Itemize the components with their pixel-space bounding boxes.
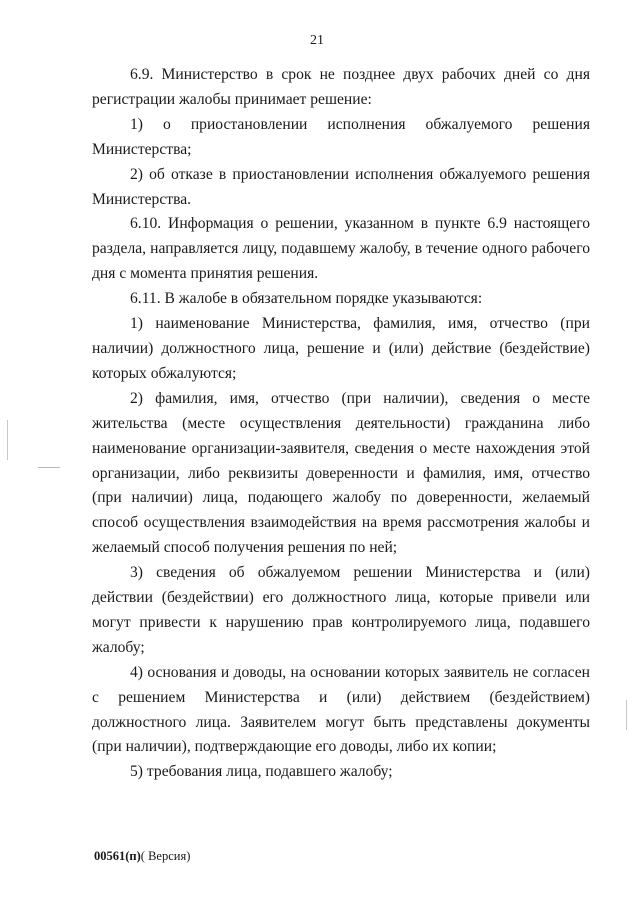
paragraph-6-11-item-4: 4) основания и доводы, на основании которых заявитель не согласен с решением Министерства и (или) действием (бездействием) должностного лица. Заявителем могут быть представлены документы (при наличии), подтверждающие его доводы, либо их копии; [92, 663, 590, 756]
paragraph-6-10: 6.10. Информация о решении, указанном в пункте 6.9 настоящего раздела, направляется лицу, подавшему жалобу, в течение одного рабочего дня с момента принятия решения. [92, 215, 590, 283]
document-version: ( Версия) [140, 849, 191, 863]
paragraph-6-11-item-2: 2) фамилия, имя, отчество (при наличии), сведения о месте жительства (месте осуществления деятельности) гражданина либо наименование организации-заявителя, сведения о месте нахождения этой организации, либо реквизиты доверенности и фамилия, имя, отчество (при наличии) лица, подающего жалобу по доверенности, желаемый способ осуществления взаимодействия на время рассмотрения жалобы и желаемый способ получения решения по ней; [92, 389, 590, 557]
document-body [92, 63, 590, 785]
page-number: 21 [310, 33, 324, 48]
document-footer [94, 849, 190, 864]
scan-artifact-right-edge [626, 700, 627, 730]
paragraph-6-9-item-2: 2) об отказе в приостановлении исполнения обжалуемого решения Министерства. [92, 165, 590, 208]
document-code: 00561(п) [94, 849, 141, 863]
paragraph-6-11-item-1: 1) наименование Министерства, фамилия, имя, отчество (при наличии) должностного лица, решение и (или) действие (бездействие) которых обжалуются; [92, 315, 590, 382]
paragraph-6-11: 6.11. В жалобе в обязательном порядке указываются: [130, 290, 483, 308]
scan-artifact-edge [7, 420, 8, 460]
scan-artifact-left [38, 467, 60, 468]
paragraph-6-9: 6.9. Министерство в срок не позднее двух рабочих дней со дня регистрации жалобы принимает решение: [92, 66, 590, 108]
paragraph-6-9-item-1: 1) о приостановлении исполнения обжалуемого решения Министерства; [92, 115, 590, 158]
paragraph-6-11-item-5: 5) требования лица, подавшего жалобу; [130, 763, 393, 781]
paragraph-6-11-item-3: 3) сведения об обжалуемом решении Министерства и (или) действии (бездействии) его должностного лица, которые привели или могут привести к нарушению прав контролируемого лица, подавшего жалобу; [92, 564, 590, 656]
